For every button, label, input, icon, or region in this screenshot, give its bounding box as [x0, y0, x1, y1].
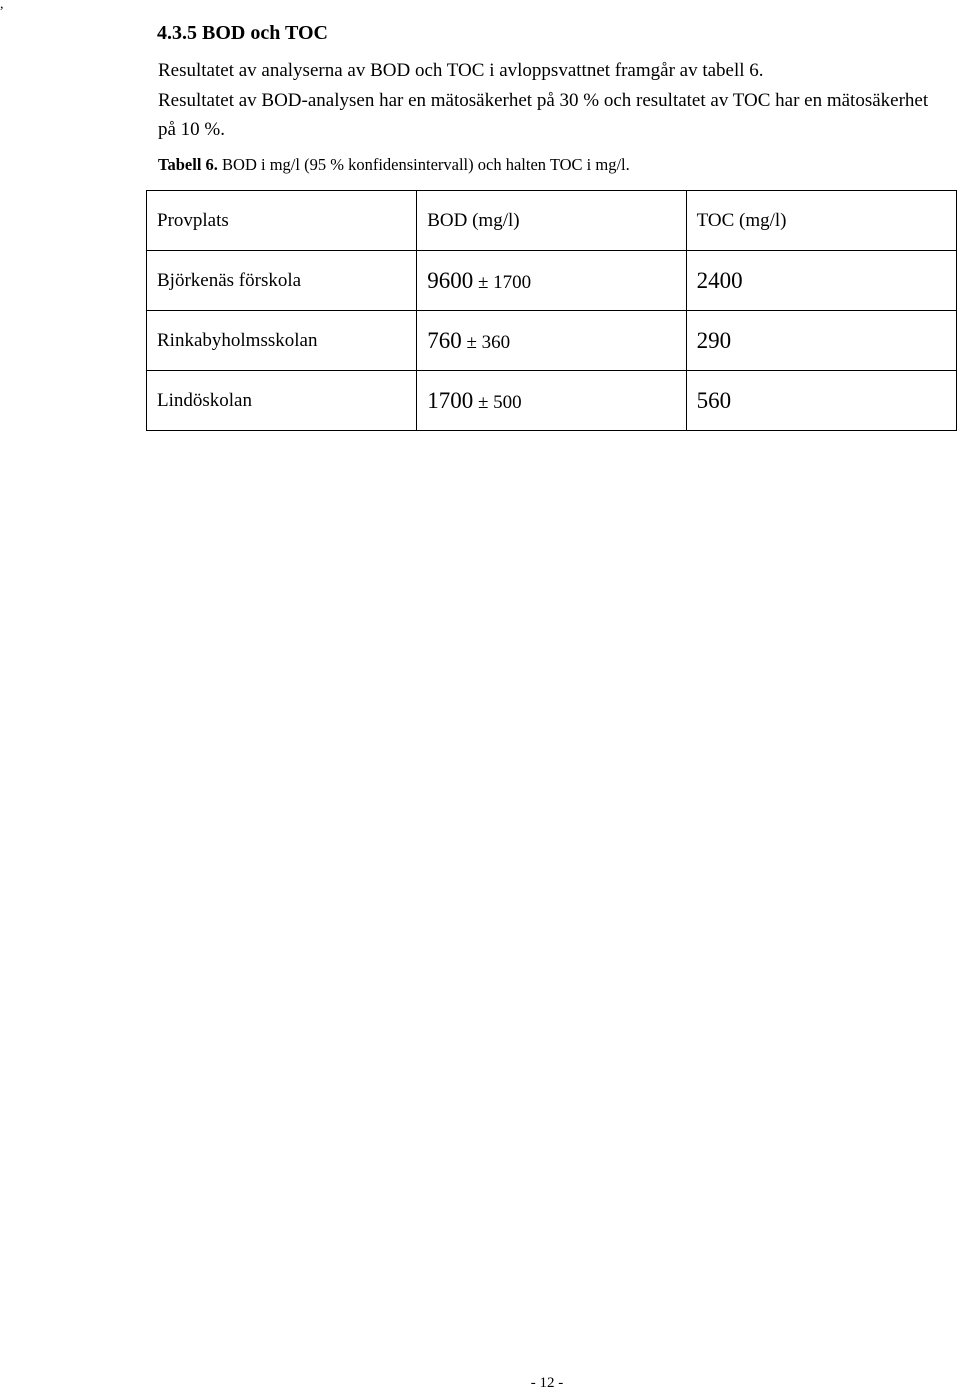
header-provplats: Provplats: [147, 191, 417, 251]
bod-cell: [417, 251, 686, 311]
site-cell: Lindöskolan: [147, 371, 417, 431]
bod-cell: [417, 311, 686, 371]
table-header-row: [147, 191, 957, 251]
page-number: - 12 -: [530, 1375, 564, 1391]
header-bod: BOD (mg/l): [417, 191, 686, 251]
toc-cell: [686, 311, 956, 371]
table-caption-text: BOD i mg/l (95 % konfidensintervall) och halten TOC i mg/l.: [222, 155, 630, 174]
paragraph-2: Resultatet av BOD-analysen har en mätosäkerhet på 30 % och resultatet av TOC har en mätosäkerhet på 10 %.: [158, 89, 929, 140]
bod-uncertainty: ± 500: [477, 391, 522, 413]
bod-value: 1700: [427, 387, 474, 413]
header-toc: TOC (mg/l): [686, 191, 956, 251]
bod-value: 760: [427, 327, 462, 353]
table-caption-label: Tabell 6.: [158, 155, 218, 174]
toc-cell: [686, 371, 956, 431]
body-text: [158, 56, 948, 145]
table-row: [147, 371, 957, 431]
bod-uncertainty: ± 1700: [477, 271, 532, 293]
toc-cell: [686, 251, 956, 311]
results-table: [146, 190, 957, 431]
toc-value: 560: [696, 387, 732, 413]
site-cell: Björkenäs förskola: [147, 251, 417, 311]
paragraph-1: Resultatet av analyserna av BOD och TOC i avloppsvattnet framgår av tabell 6.: [158, 60, 764, 81]
toc-value: 2400: [696, 267, 743, 293]
corner-mark: ,: [0, 0, 4, 12]
site-cell: Rinkabyholmsskolan: [147, 311, 417, 371]
toc-value: 290: [696, 327, 732, 353]
table-caption: [158, 154, 630, 176]
table-row: [147, 311, 957, 371]
table-row: [147, 251, 957, 311]
bod-value: 9600: [427, 267, 474, 293]
bod-uncertainty: ± 360: [466, 331, 511, 353]
section-heading: 4.3.5 BOD och TOC: [157, 22, 328, 44]
bod-cell: [417, 371, 686, 431]
